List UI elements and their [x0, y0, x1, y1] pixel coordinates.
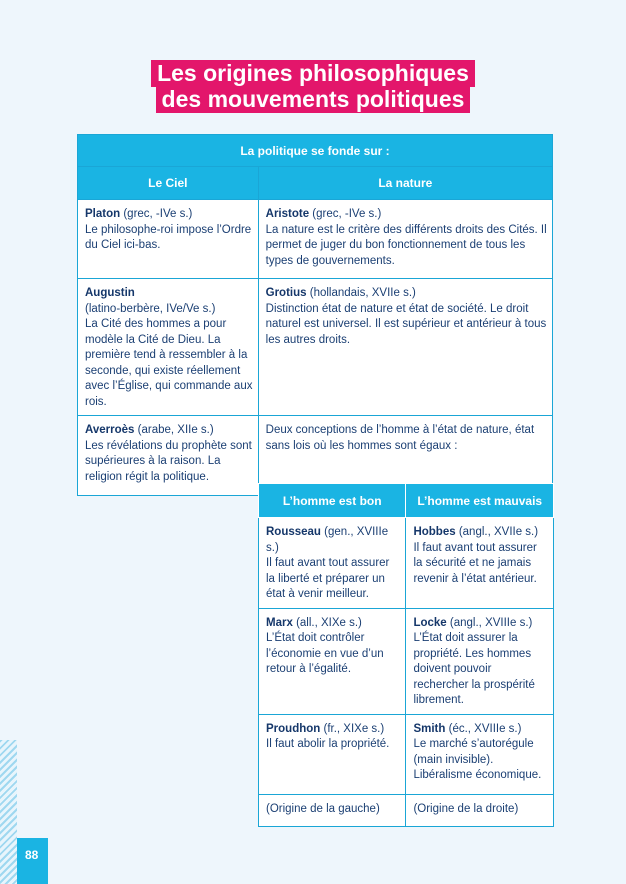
philosopher-meta: (angl., XVIIe s.) — [458, 526, 539, 538]
page-number: 88 — [25, 848, 39, 862]
philosopher-meta: (grec, -IVe s.) — [123, 208, 193, 220]
column-header-good: L’homme est bon — [259, 484, 406, 518]
cell-text: Distinction état de nature et état de société. Le droit naturel est universel. Il est supérieur et antérieur à tous les autres droits. — [265, 302, 547, 346]
table-row — [259, 608, 554, 714]
philosopher-meta: (fr., XIXe s.) — [323, 722, 385, 735]
philosopher-name: Averroès — [85, 424, 135, 436]
cell-averroes — [78, 416, 259, 496]
column-header-bad: L’homme est mauvais — [406, 484, 554, 518]
title-line-2: des mouvements politiques — [156, 86, 471, 113]
table-row — [259, 714, 554, 794]
cell-proudhon — [259, 714, 406, 794]
decorative-stripes — [0, 740, 17, 884]
cell-grotius — [258, 279, 552, 416]
philosopher-name: Augustin — [85, 287, 135, 299]
cell-text: Deux conceptions de l’homme à l’état de nature, état sans lois où les hommes sont égaux : — [265, 424, 535, 452]
philosopher-name: Locke — [413, 616, 447, 629]
cell-marx — [259, 608, 406, 714]
cell-text: Il faut avant tout assurer la liberté et préparer un état à venir meilleur. — [266, 557, 390, 600]
column-header-ciel: Le Ciel — [78, 167, 259, 200]
philosophy-table — [77, 134, 553, 496]
cell-text: Le philosophe-roi impose l’Ordre du Ciel ici-bas. — [85, 223, 252, 251]
cell-rousseau — [259, 518, 406, 609]
cell-aristote — [258, 200, 552, 279]
page-title — [0, 60, 626, 113]
philosopher-name: Aristote — [265, 208, 310, 220]
cell-origine-gauche: (Origine de la gauche) — [259, 794, 406, 826]
page-number-box — [17, 838, 48, 884]
table-row — [259, 794, 554, 826]
philosopher-name: Smith — [413, 722, 446, 735]
cell-text: Il faut abolir la propriété. — [266, 738, 390, 750]
philosopher-name: Grotius — [265, 287, 307, 299]
cell-text: La nature est le critère des différents droits des Cités. Il permet de juger du bon fonctionnement de tous les types de gouvernements. — [265, 223, 547, 267]
philosopher-name: Proudhon — [266, 722, 321, 735]
philosopher-meta: (gen., XVIIIe s.) — [266, 526, 389, 554]
cell-origine-droite: (Origine de la droite) — [406, 794, 554, 826]
cell-text: L’État doit assurer la propriété. Les hommes doivent pouvoir rechercher la prospérité librement. — [413, 632, 535, 706]
philosopher-meta: (all., XIXe s.) — [296, 616, 362, 629]
philosopher-meta: (éc., XVIIIe s.) — [448, 722, 522, 735]
table-row — [259, 518, 554, 609]
philosopher-meta: (grec, -IVe s.) — [312, 208, 382, 220]
cell-locke — [406, 608, 554, 714]
cell-text: L’État doit contrôler l’économie en vue d’un retour à l’égalité. — [266, 632, 384, 675]
philosopher-meta: (hollandais, XVIIe s.) — [309, 287, 416, 299]
cell-text: Le marché s’autorégule (main invisible). Libéralisme économique. — [413, 738, 542, 781]
philosopher-meta: (latino-berbère, IVe/Ve s.) — [85, 302, 216, 315]
column-header-nature: La nature — [258, 167, 552, 200]
cell-smith — [406, 714, 554, 794]
cell-text: Il faut avant tout assurer la sécurité et ne jamais revenir à l’état antérieur. — [413, 541, 537, 585]
cell-hobbes — [406, 518, 554, 609]
philosopher-name: Marx — [266, 616, 293, 629]
cell-text: Les révélations du prophète sont supérieures à la raison. La religion régit la politique. — [85, 439, 252, 483]
cell-text: La Cité des hommes a pour modèle la Cité de Dieu. La première tend à ressembler à la seconde, qui existe réellement avec l’Église, qui commande aux rois. — [85, 318, 253, 408]
table-row — [78, 200, 553, 279]
table-header: La politique se fonde sur : — [78, 135, 553, 167]
philosopher-name: Hobbes — [413, 526, 456, 538]
philosopher-name: Rousseau — [266, 526, 321, 538]
philosopher-meta: (angl., XVIIIe s.) — [449, 616, 533, 629]
cell-platon — [78, 200, 259, 279]
cell-augustin — [78, 279, 259, 416]
philosopher-name: Platon — [85, 208, 121, 220]
title-line-1: Les origines philosophiques — [151, 60, 475, 87]
philosopher-meta: (arabe, XIIe s.) — [137, 424, 214, 436]
state-of-nature-table — [258, 483, 554, 827]
table-row — [78, 279, 553, 416]
